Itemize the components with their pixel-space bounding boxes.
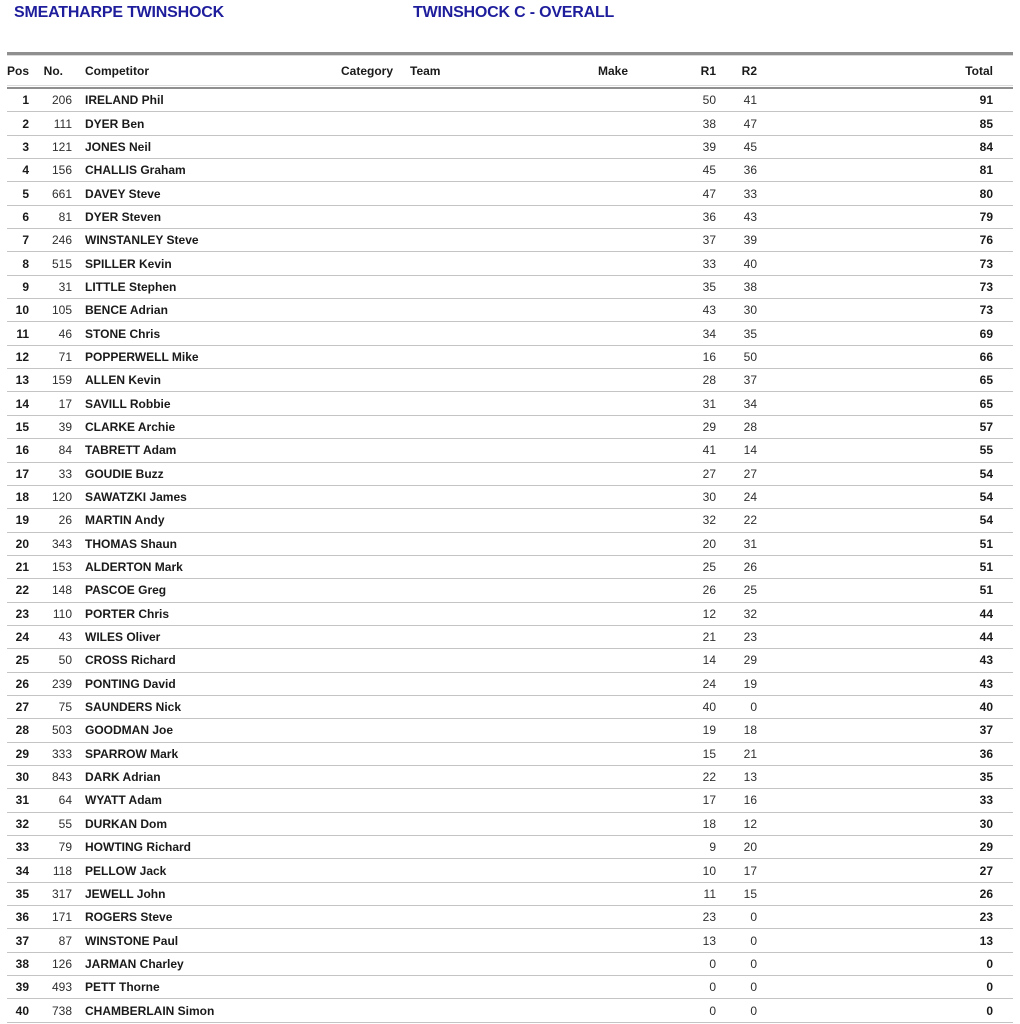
number-cell: 333	[51, 746, 72, 761]
number-cell: 81	[58, 209, 72, 224]
r1-cell: 28	[702, 373, 716, 388]
competitor-cell: SPARROW Mark	[85, 746, 179, 761]
r2-cell: 28	[743, 419, 757, 434]
competitor-cell: WINSTANLEY Steve	[85, 233, 199, 248]
table-row	[7, 766, 1013, 789]
competitor-cell: JARMAN Charley	[85, 956, 184, 971]
r2-cell: 0	[750, 956, 757, 971]
number-cell: 79	[58, 840, 72, 855]
number-cell: 148	[51, 583, 72, 598]
competitor-cell: CHAMBERLAIN Simon	[85, 1003, 215, 1018]
number-cell: 156	[51, 163, 72, 178]
header-pos: Pos	[7, 63, 30, 78]
total-cell: 76	[979, 233, 993, 248]
table-row	[7, 392, 1013, 415]
pos-cell: 3	[22, 139, 29, 154]
r1-cell: 21	[702, 630, 716, 645]
competitor-cell: THOMAS Shaun	[85, 536, 177, 551]
pos-cell: 26	[15, 676, 29, 691]
pos-cell: 16	[15, 443, 29, 458]
class-title: TWINSHOCK C - OVERALL	[413, 4, 615, 21]
r1-cell: 34	[702, 326, 716, 341]
pos-cell: 4	[22, 163, 29, 178]
total-cell: 69	[979, 326, 993, 341]
table-row	[7, 509, 1013, 532]
total-cell: 51	[979, 560, 993, 575]
r1-cell: 39	[702, 139, 716, 154]
r1-cell: 41	[702, 443, 716, 458]
pos-cell: 5	[22, 186, 29, 201]
r2-cell: 47	[743, 116, 757, 131]
table-row	[7, 603, 1013, 626]
pos-cell: 15	[15, 419, 29, 434]
number-cell: 111	[53, 116, 72, 131]
r1-cell: 0	[709, 980, 716, 995]
competitor-cell: WYATT Adam	[85, 793, 162, 808]
total-cell: 43	[979, 653, 993, 668]
r2-cell: 20	[743, 840, 757, 855]
pos-cell: 40	[15, 1003, 29, 1018]
r1-cell: 47	[702, 186, 716, 201]
r2-cell: 26	[743, 560, 757, 575]
table-row	[7, 252, 1013, 275]
r1-cell: 29	[702, 419, 716, 434]
table-row	[7, 346, 1013, 369]
number-cell: 493	[51, 980, 72, 995]
r2-cell: 0	[750, 980, 757, 995]
table-row	[7, 486, 1013, 509]
pos-cell: 23	[15, 606, 29, 621]
table-row	[7, 463, 1013, 486]
r2-cell: 31	[743, 536, 757, 551]
r2-cell: 19	[743, 676, 757, 691]
r2-cell: 38	[743, 279, 757, 294]
number-cell: 87	[58, 933, 72, 948]
number-cell: 26	[58, 513, 72, 528]
r1-cell: 37	[702, 233, 716, 248]
r1-cell: 0	[709, 956, 716, 971]
table-row	[7, 89, 1013, 112]
r1-cell: 17	[702, 793, 716, 808]
table-row	[7, 789, 1013, 812]
total-cell: 73	[979, 303, 993, 318]
competitor-cell: WILES Oliver	[85, 630, 161, 645]
total-cell: 27	[979, 863, 993, 878]
total-cell: 29	[979, 840, 993, 855]
pos-cell: 35	[15, 886, 29, 901]
pos-cell: 13	[15, 373, 29, 388]
competitor-cell: PASCOE Greg	[85, 583, 167, 598]
r1-cell: 30	[702, 490, 716, 505]
table-row	[7, 976, 1013, 999]
pos-cell: 22	[15, 583, 29, 598]
competitor-cell: MARTIN Andy	[85, 513, 165, 528]
r2-cell: 43	[743, 209, 757, 224]
competitor-cell: CHALLIS Graham	[85, 163, 186, 178]
r2-cell: 34	[743, 396, 757, 411]
r1-cell: 14	[702, 653, 716, 668]
r1-cell: 12	[702, 606, 716, 621]
r1-cell: 0	[709, 1003, 716, 1018]
number-cell: 110	[52, 606, 72, 621]
number-cell: 317	[51, 886, 72, 901]
table-row	[7, 673, 1013, 696]
pos-cell: 14	[15, 396, 29, 411]
pos-cell: 11	[16, 326, 29, 341]
table-row	[7, 649, 1013, 672]
competitor-cell: ALLEN Kevin	[85, 373, 162, 388]
r2-cell: 27	[743, 466, 757, 481]
r2-cell: 0	[750, 910, 757, 925]
r2-cell: 17	[743, 863, 757, 878]
titlebar	[7, 0, 1013, 52]
pos-cell: 9	[22, 279, 29, 294]
pos-cell: 28	[15, 723, 29, 738]
competitor-cell: GOUDIE Buzz	[85, 466, 164, 481]
competitor-cell: DARK Adrian	[85, 770, 161, 785]
pos-cell: 7	[22, 233, 29, 248]
table-row	[7, 556, 1013, 579]
competitor-cell: JONES Neil	[85, 139, 152, 154]
pos-cell: 34	[15, 863, 29, 878]
number-cell: 39	[58, 419, 72, 434]
number-cell: 239	[51, 676, 72, 691]
table-row	[7, 439, 1013, 462]
r2-cell: 0	[750, 1003, 757, 1018]
competitor-cell: DURKAN Dom	[85, 816, 167, 831]
total-cell: 54	[979, 513, 993, 528]
r1-cell: 45	[702, 163, 716, 178]
total-cell: 23	[979, 910, 993, 925]
r2-cell: 40	[743, 256, 757, 271]
r2-cell: 13	[743, 770, 757, 785]
table-row	[7, 579, 1013, 602]
competitor-cell: ROGERS Steve	[85, 910, 173, 925]
competitor-cell: POPPERWELL Mike	[85, 349, 199, 364]
table-row	[7, 369, 1013, 392]
total-cell: 13	[979, 933, 993, 948]
total-cell: 73	[979, 279, 993, 294]
header-no: No.	[43, 63, 63, 78]
total-cell: 51	[979, 583, 993, 598]
table-row	[7, 533, 1013, 556]
header-r2: R2	[741, 63, 757, 78]
total-cell: 57	[979, 419, 993, 434]
table-row	[7, 859, 1013, 882]
r2-cell: 25	[743, 583, 757, 598]
number-cell: 71	[58, 349, 72, 364]
r1-cell: 9	[709, 840, 716, 855]
competitor-cell: DYER Steven	[85, 209, 162, 224]
r2-cell: 36	[743, 163, 757, 178]
total-cell: 65	[979, 373, 993, 388]
r1-cell: 15	[702, 746, 716, 761]
pos-cell: 17	[15, 466, 29, 481]
r1-cell: 32	[702, 513, 716, 528]
header-make: Make	[598, 63, 629, 78]
number-cell: 515	[51, 256, 72, 271]
r2-cell: 32	[743, 606, 757, 621]
pos-cell: 38	[15, 956, 29, 971]
pos-cell: 30	[15, 770, 29, 785]
r2-cell: 30	[743, 303, 757, 318]
table-row	[7, 836, 1013, 859]
competitor-cell: CROSS Richard	[85, 653, 176, 668]
competitor-cell: CLARKE Archie	[85, 419, 176, 434]
r2-cell: 37	[743, 373, 757, 388]
pos-cell: 10	[15, 303, 29, 318]
r1-cell: 11	[703, 886, 716, 901]
r2-cell: 16	[743, 793, 757, 808]
number-cell: 121	[51, 139, 72, 154]
competitor-cell: ALDERTON Mark	[85, 560, 183, 575]
event-title: SMEATHARPE TWINSHOCK	[14, 4, 224, 21]
competitor-cell: PONTING David	[85, 676, 176, 691]
competitor-cell: LITTLE Stephen	[85, 279, 177, 294]
total-cell: 79	[979, 209, 993, 224]
total-cell: 37	[979, 723, 993, 738]
number-cell: 64	[58, 793, 72, 808]
total-cell: 35	[979, 770, 993, 785]
table-row	[7, 906, 1013, 929]
pos-cell: 21	[15, 560, 29, 575]
r1-cell: 18	[702, 816, 716, 831]
r2-cell: 14	[743, 443, 757, 458]
table-row	[7, 719, 1013, 742]
pos-cell: 18	[15, 490, 29, 505]
total-cell: 80	[979, 186, 993, 201]
pos-cell: 32	[15, 816, 29, 831]
total-cell: 0	[986, 980, 993, 995]
number-cell: 84	[58, 443, 72, 458]
competitor-cell: PORTER Chris	[85, 606, 170, 621]
table-row	[7, 696, 1013, 719]
total-cell: 54	[979, 466, 993, 481]
number-cell: 43	[58, 630, 72, 645]
total-cell: 54	[979, 490, 993, 505]
table-row	[7, 626, 1013, 649]
total-cell: 0	[986, 1003, 993, 1018]
number-cell: 206	[51, 93, 72, 108]
header-competitor: Competitor	[85, 63, 149, 78]
r2-cell: 39	[743, 233, 757, 248]
number-cell: 738	[51, 1003, 72, 1018]
competitor-cell: GOODMAN Joe	[85, 723, 174, 738]
table-row	[7, 929, 1013, 952]
total-cell: 73	[979, 256, 993, 271]
pos-cell: 6	[22, 209, 29, 224]
table-row	[7, 182, 1013, 205]
total-cell: 26	[979, 886, 993, 901]
competitor-cell: JEWELL John	[85, 886, 166, 901]
competitor-cell: DAVEY Steve	[85, 186, 161, 201]
competitor-cell: TABRETT Adam	[85, 443, 177, 458]
number-cell: 33	[58, 466, 72, 481]
total-cell: 65	[979, 396, 993, 411]
table-row	[7, 229, 1013, 252]
r2-cell: 33	[743, 186, 757, 201]
table-row	[7, 159, 1013, 182]
number-cell: 246	[51, 233, 72, 248]
number-cell: 105	[51, 303, 72, 318]
r1-cell: 25	[702, 560, 716, 575]
competitor-cell: SPILLER Kevin	[85, 256, 172, 271]
r2-cell: 23	[743, 630, 757, 645]
pos-cell: 25	[15, 653, 29, 668]
competitor-cell: BENCE Adrian	[85, 303, 168, 318]
total-cell: 44	[979, 630, 993, 645]
table-row	[7, 953, 1013, 976]
r1-cell: 26	[702, 583, 716, 598]
r2-cell: 50	[743, 349, 757, 364]
competitor-cell: SAUNDERS Nick	[85, 700, 182, 715]
pos-cell: 2	[22, 116, 29, 131]
pos-cell: 29	[15, 746, 29, 761]
r2-cell: 0	[750, 700, 757, 715]
table-row	[7, 276, 1013, 299]
r2-cell: 15	[743, 886, 757, 901]
number-cell: 55	[58, 816, 72, 831]
r1-cell: 19	[702, 723, 716, 738]
r2-cell: 12	[743, 816, 757, 831]
number-cell: 171	[51, 910, 72, 925]
competitor-cell: HOWTING Richard	[85, 840, 192, 855]
competitor-cell: SAVILL Robbie	[85, 396, 171, 411]
total-cell: 0	[986, 956, 993, 971]
competitor-cell: PELLOW Jack	[85, 863, 167, 878]
r1-cell: 13	[702, 933, 716, 948]
number-cell: 118	[52, 863, 72, 878]
r2-cell: 0	[750, 933, 757, 948]
total-cell: 91	[979, 93, 993, 108]
r2-cell: 24	[743, 490, 757, 505]
table-row	[7, 883, 1013, 906]
pos-cell: 33	[15, 840, 29, 855]
total-cell: 44	[979, 606, 993, 621]
total-cell: 66	[979, 349, 993, 364]
r2-cell: 35	[743, 326, 757, 341]
number-cell: 343	[51, 536, 72, 551]
r1-cell: 35	[702, 279, 716, 294]
table-row	[7, 206, 1013, 229]
total-cell: 33	[979, 793, 993, 808]
r1-cell: 27	[702, 466, 716, 481]
number-cell: 843	[51, 770, 72, 785]
r1-cell: 23	[702, 910, 716, 925]
table-header-row	[7, 56, 1013, 85]
competitor-cell: SAWATZKI James	[85, 490, 187, 505]
table-row	[7, 416, 1013, 439]
total-cell: 84	[979, 139, 993, 154]
pos-cell: 31	[15, 793, 29, 808]
number-cell: 120	[51, 490, 72, 505]
table-row	[7, 743, 1013, 766]
r1-cell: 38	[702, 116, 716, 131]
r1-cell: 16	[702, 349, 716, 364]
number-cell: 126	[51, 956, 72, 971]
pos-cell: 8	[22, 256, 29, 271]
total-cell: 36	[979, 746, 993, 761]
competitor-cell: STONE Chris	[85, 326, 161, 341]
pos-cell: 24	[15, 630, 29, 645]
r1-cell: 20	[702, 536, 716, 551]
number-cell: 46	[58, 326, 72, 341]
r1-cell: 10	[702, 863, 716, 878]
total-cell: 81	[979, 163, 993, 178]
header-total: Total	[965, 63, 993, 78]
total-cell: 51	[979, 536, 993, 551]
total-cell: 43	[979, 676, 993, 691]
competitor-cell: IRELAND Phil	[85, 93, 164, 108]
r2-cell: 22	[743, 513, 757, 528]
r2-cell: 41	[743, 93, 757, 108]
competitor-cell: DYER Ben	[85, 116, 145, 131]
pos-cell: 36	[15, 910, 29, 925]
table-row	[7, 136, 1013, 159]
r2-cell: 29	[743, 653, 757, 668]
header-r1: R1	[700, 63, 716, 78]
results-rows	[7, 89, 1013, 1023]
table-row	[7, 112, 1013, 135]
pos-cell: 20	[15, 536, 29, 551]
table-row	[7, 322, 1013, 345]
total-cell: 30	[979, 816, 993, 831]
table-row	[7, 813, 1013, 836]
pos-cell: 19	[15, 513, 29, 528]
r1-cell: 33	[702, 256, 716, 271]
table-row	[7, 999, 1013, 1022]
table-row	[7, 299, 1013, 322]
r1-cell: 31	[702, 396, 716, 411]
pos-cell: 39	[15, 980, 29, 995]
number-cell: 31	[58, 279, 72, 294]
header-category: Category	[341, 63, 394, 78]
number-cell: 50	[58, 653, 72, 668]
number-cell: 159	[51, 373, 72, 388]
number-cell: 503	[51, 723, 72, 738]
r1-cell: 50	[702, 93, 716, 108]
pos-cell: 1	[22, 93, 29, 108]
number-cell: 153	[51, 560, 72, 575]
pos-cell: 27	[15, 700, 29, 715]
pos-cell: 12	[15, 349, 29, 364]
r1-cell: 22	[702, 770, 716, 785]
total-cell: 55	[979, 443, 993, 458]
competitor-cell: PETT Thorne	[85, 980, 160, 995]
header-team: Team	[410, 63, 441, 78]
r2-cell: 21	[743, 746, 757, 761]
total-cell: 40	[979, 700, 993, 715]
pos-cell: 37	[15, 933, 29, 948]
total-cell: 85	[979, 116, 993, 131]
r1-cell: 43	[702, 303, 716, 318]
r1-cell: 24	[702, 676, 716, 691]
number-cell: 17	[58, 396, 72, 411]
r1-cell: 40	[702, 700, 716, 715]
r2-cell: 18	[743, 723, 757, 738]
number-cell: 661	[51, 186, 72, 201]
r2-cell: 45	[743, 139, 757, 154]
r1-cell: 36	[702, 209, 716, 224]
competitor-cell: WINSTONE Paul	[85, 933, 179, 948]
number-cell: 75	[58, 700, 72, 715]
